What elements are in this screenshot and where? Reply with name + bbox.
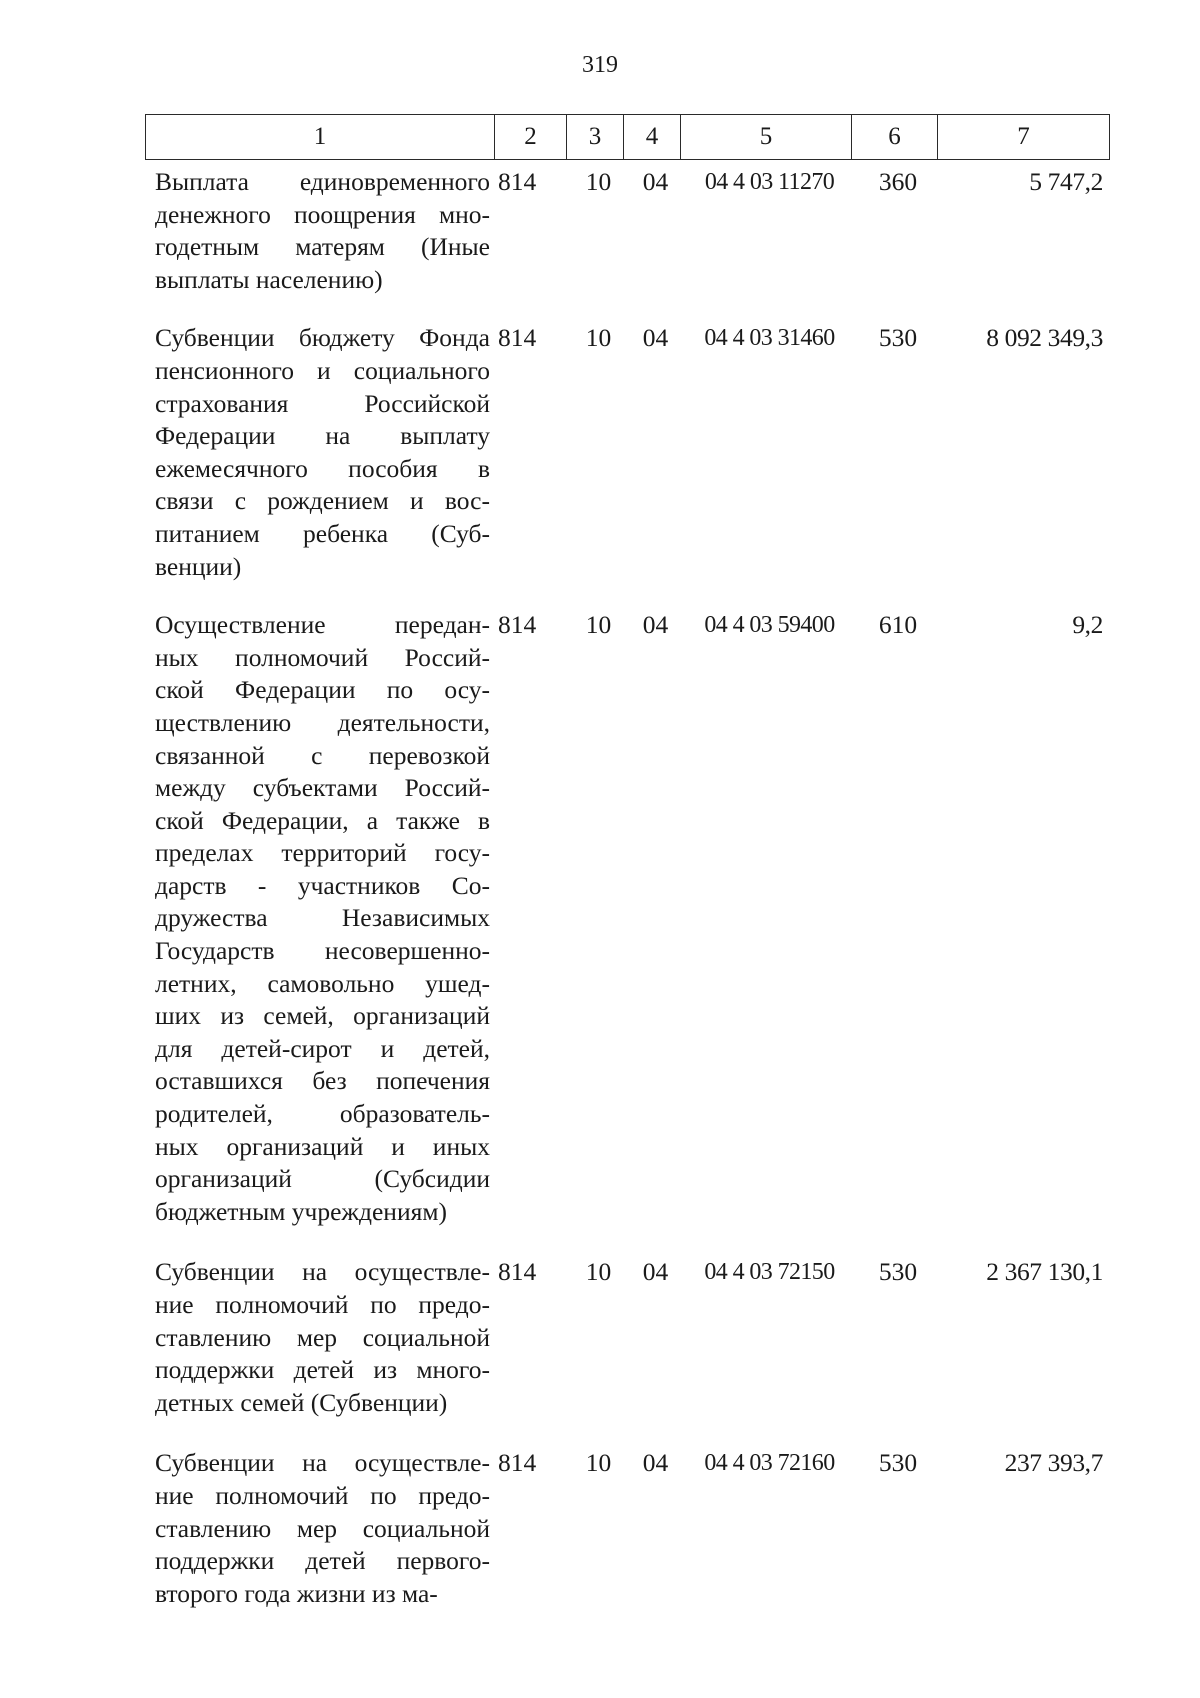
description-line: пенсионного и социального bbox=[155, 355, 490, 385]
table-header bbox=[145, 114, 1110, 160]
description-line: связанной с перевозкой bbox=[155, 740, 490, 770]
ministry-code: 814 bbox=[498, 1257, 537, 1287]
target-article-code: 04 4 03 31460 bbox=[704, 325, 835, 352]
description-line: Субвенции на осуществле- bbox=[155, 1257, 490, 1287]
amount-value: 8 092 349,3 bbox=[986, 323, 1103, 353]
description-line: ществлению деятельности, bbox=[155, 707, 490, 737]
amount-value: 9,2 bbox=[1072, 610, 1103, 640]
section-code: 10 bbox=[585, 610, 612, 640]
subsection-code: 04 bbox=[642, 1448, 669, 1478]
ministry-code: 814 bbox=[498, 1448, 537, 1478]
description-line: детных семей (Субвенции) bbox=[155, 1387, 448, 1417]
row-description bbox=[145, 1256, 494, 1419]
description-line: Федерации на выплату bbox=[155, 421, 490, 451]
target-article-code: 04 4 03 72150 bbox=[704, 1259, 835, 1286]
section-code: 10 bbox=[585, 323, 612, 353]
page-number: 319 bbox=[582, 52, 618, 78]
target-article-code: 04 4 03 72160 bbox=[704, 1450, 835, 1477]
description-line: родителей, образователь- bbox=[155, 1099, 490, 1129]
description-line: ской Федерации, а также в bbox=[155, 805, 490, 835]
section-code: 10 bbox=[585, 167, 612, 196]
column-header-3: 3 bbox=[567, 115, 624, 160]
description-line: ных полномочий Россий- bbox=[155, 642, 490, 672]
column-header-7: 7 bbox=[938, 115, 1110, 160]
row-description bbox=[145, 1447, 494, 1610]
description-line: ных организаций и иных bbox=[155, 1131, 490, 1161]
description-line: ших из семей, организаций bbox=[155, 1001, 490, 1031]
ministry-code: 814 bbox=[498, 323, 537, 353]
table-row bbox=[145, 1447, 1121, 1610]
description-line: между субъектами Россий- bbox=[155, 773, 490, 803]
table-body bbox=[145, 166, 1121, 1610]
subsection-code: 04 bbox=[642, 610, 669, 640]
description-line: Субвенции бюджету Фонда bbox=[155, 323, 490, 353]
description-line: дружества Независимых bbox=[155, 903, 490, 933]
description-line: Выплата единовременного bbox=[155, 167, 490, 196]
description-line: ежемесячного пособия в bbox=[155, 453, 490, 483]
subsection-code: 04 bbox=[642, 167, 669, 196]
section-code: 10 bbox=[585, 1448, 612, 1478]
description-line: оставшихся без попечения bbox=[155, 1066, 490, 1096]
column-header-1: 1 bbox=[146, 115, 495, 160]
amount-value: 5 747,2 bbox=[1029, 167, 1103, 196]
table-row bbox=[145, 609, 1121, 1228]
amount-value: 2 367 130,1 bbox=[986, 1257, 1103, 1287]
amount-value: 237 393,7 bbox=[1004, 1448, 1103, 1478]
subsection-code: 04 bbox=[642, 323, 669, 353]
description-line: выплаты населению) bbox=[155, 264, 383, 294]
description-line: для детей-сирот и детей, bbox=[155, 1033, 490, 1063]
section-code: 10 bbox=[585, 1257, 612, 1287]
expense-type-code: 360 bbox=[878, 167, 918, 196]
row-description bbox=[145, 322, 494, 583]
table-row bbox=[145, 322, 1121, 583]
row-description bbox=[145, 609, 494, 1228]
description-line: Государств несовершенно- bbox=[155, 936, 490, 966]
description-line: денежного поощрения мно- bbox=[155, 199, 490, 229]
expense-type-code: 530 bbox=[878, 1448, 918, 1478]
ministry-code: 814 bbox=[498, 167, 537, 196]
description-line: второго года жизни из ма- bbox=[155, 1578, 438, 1608]
description-line: летних, самовольно ушед- bbox=[155, 968, 490, 998]
expense-type-code: 530 bbox=[878, 1257, 918, 1287]
description-line: Осуществление передан- bbox=[155, 610, 490, 640]
column-header-5: 5 bbox=[681, 115, 852, 160]
description-line: ние полномочий по предо- bbox=[155, 1290, 490, 1319]
description-line: бюджетным учреждениям) bbox=[155, 1196, 447, 1226]
description-line: венции) bbox=[155, 551, 242, 581]
description-line: связи с рождением и вос- bbox=[155, 486, 490, 516]
description-line: ние полномочий по предо- bbox=[155, 1480, 490, 1510]
description-line: годетным матерям (Иные bbox=[155, 232, 490, 262]
description-line: страхования Российской bbox=[155, 388, 490, 418]
description-line: ставлению мер социальной bbox=[155, 1322, 490, 1352]
row-description bbox=[145, 166, 494, 296]
expense-type-code: 610 bbox=[878, 610, 918, 640]
description-line: поддержки детей из много- bbox=[155, 1355, 490, 1385]
column-header-2: 2 bbox=[495, 115, 567, 160]
subsection-code: 04 bbox=[642, 1257, 669, 1287]
description-line: дарств - участников Со- bbox=[155, 870, 490, 900]
description-line: поддержки детей первого- bbox=[155, 1546, 490, 1576]
description-line: ставлению мер социальной bbox=[155, 1513, 490, 1543]
description-line: организаций (Субсидии bbox=[155, 1164, 490, 1194]
description-line: ской Федерации по осу- bbox=[155, 675, 490, 705]
column-header-6: 6 bbox=[852, 115, 938, 160]
column-header-4: 4 bbox=[624, 115, 681, 160]
target-article-code: 04 4 03 59400 bbox=[704, 612, 835, 639]
ministry-code: 814 bbox=[498, 610, 537, 640]
table-row bbox=[145, 1256, 1121, 1419]
expense-type-code: 530 bbox=[878, 323, 918, 353]
description-line: питанием ребенка (Суб- bbox=[155, 518, 490, 548]
description-line: пределах территорий госу- bbox=[155, 838, 490, 868]
description-line: Субвенции на осуществле- bbox=[155, 1448, 490, 1478]
table-row bbox=[145, 166, 1121, 296]
target-article-code: 04 4 03 11270 bbox=[704, 169, 835, 195]
